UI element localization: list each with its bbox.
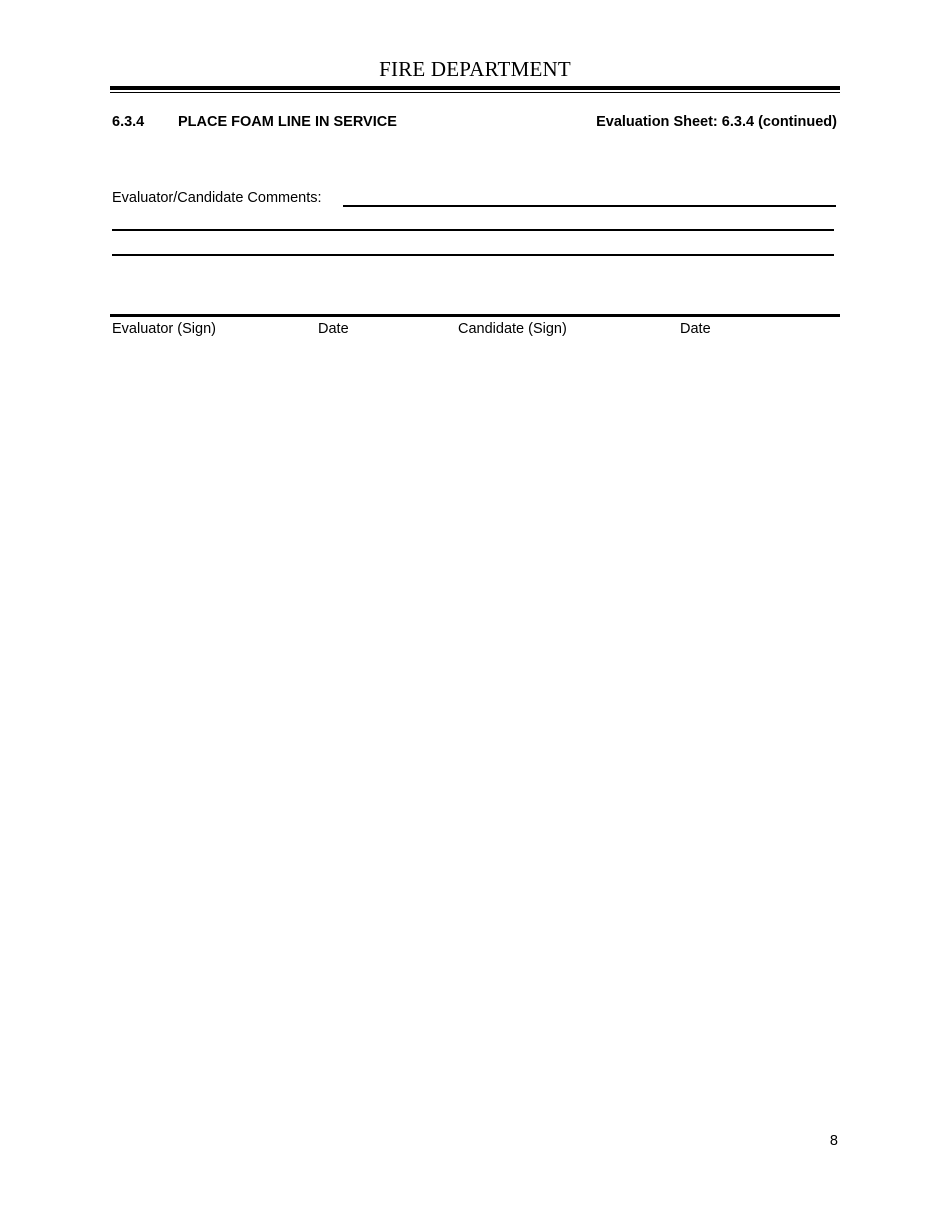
comment-line-1[interactable] bbox=[343, 205, 836, 207]
header-rule-thin bbox=[110, 92, 840, 93]
section-number: 6.3.4 bbox=[112, 114, 145, 130]
page-header-title: FIRE DEPARTMENT bbox=[379, 57, 571, 81]
signature-line[interactable] bbox=[110, 314, 840, 317]
page-number: 8 bbox=[829, 1133, 838, 1149]
evaluator-date-label: Date bbox=[318, 321, 349, 337]
evaluator-sign-label: Evaluator (Sign) bbox=[112, 321, 216, 337]
header-rule-thick bbox=[110, 86, 840, 90]
candidate-date-label: Date bbox=[680, 321, 711, 337]
comment-line-2[interactable] bbox=[112, 229, 834, 231]
evaluation-sheet-reference: Evaluation Sheet: 6.3.4 (continued) bbox=[596, 114, 837, 130]
section-title: PLACE FOAM LINE IN SERVICE bbox=[178, 114, 397, 130]
comments-label: Evaluator/Candidate Comments: bbox=[112, 190, 322, 206]
comment-line-3[interactable] bbox=[112, 254, 834, 256]
candidate-sign-label: Candidate (Sign) bbox=[458, 321, 567, 337]
